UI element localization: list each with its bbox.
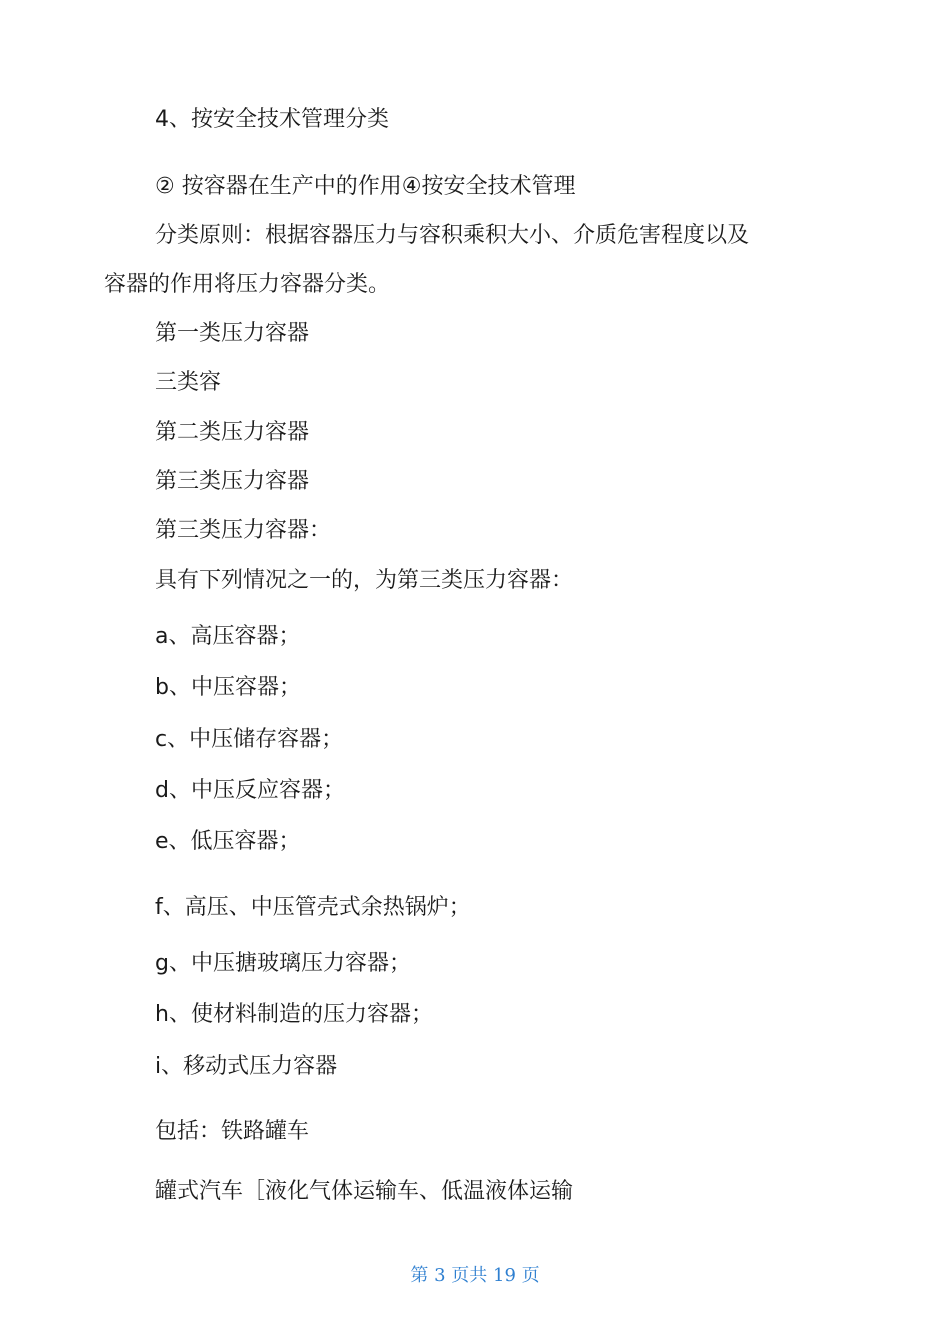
text-line: 4、按安全技术管理分类 [155, 107, 389, 132]
list-item: f、高压、中压管壳式余热锅炉； [155, 895, 471, 920]
text-line: ② 按容器在生产中的作用④按安全技术管理 [155, 174, 576, 199]
text-line: 容器的作用将压力容器分类。 [104, 272, 391, 297]
list-item: c、中压储存容器； [155, 727, 344, 752]
text-line: 包括：铁路罐车 [155, 1119, 310, 1144]
list-item: a、高压容器； [155, 624, 301, 649]
text-line: 第三类压力容器 [155, 469, 310, 494]
text-line: 罐式汽车［液化气体运输车、低温液体运输 [155, 1179, 574, 1204]
text-line: 第一类压力容器 [155, 321, 310, 346]
list-item: b、中压容器； [155, 675, 301, 700]
text-line: 具有下列情况之一的，为第三类压力容器： [155, 568, 574, 593]
list-item: i、移动式压力容器 [155, 1054, 338, 1079]
text-line: 三类容 [155, 370, 222, 395]
text-line: 第二类压力容器 [155, 420, 310, 445]
list-item: e、低压容器； [155, 829, 301, 854]
page-number-footer: 第 3 页共 19 页 [410, 1265, 540, 1286]
list-item: d、中压反应容器； [155, 778, 345, 803]
text-line: 分类原则：根据容器压力与容积乘积大小、介质危害程度以及 [155, 223, 750, 248]
text-line: 第三类压力容器： [155, 518, 332, 543]
list-item: g、中压搪玻璃压力容器； [155, 951, 411, 976]
list-item: h、使材料制造的压力容器； [155, 1002, 433, 1027]
